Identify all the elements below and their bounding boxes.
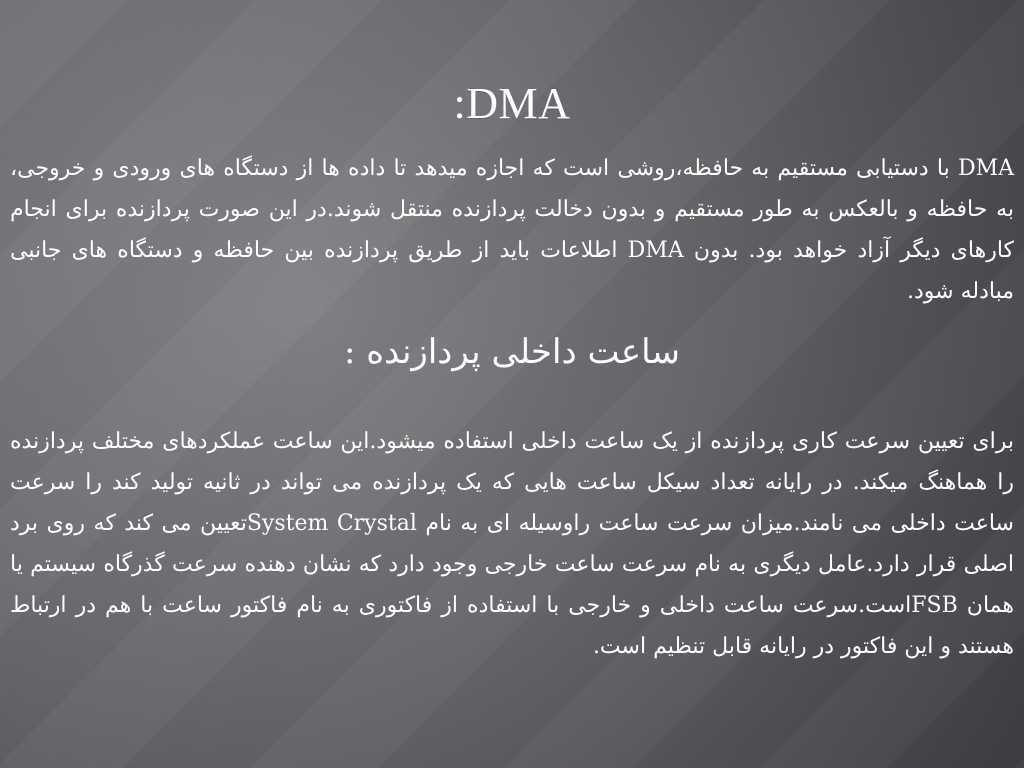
dma-paragraph: DMA با دستیابی مستقیم به حافظه،روشی است که اجازه میدهد تا داده ها از دستگاه های ورودی و خروجی، به حافظه و بالعکس به طور مستقیم و بدون دخالت پردازنده منتقل شوند.در این صورت پردازنده برای انجام کارهای دیگر آزاد خواهد بود. بدون DMA اطلاعات باید از طریق پردازنده بین حافظه و دستگاه های جانبی مبادله شود. [10, 156, 1014, 304]
section-subtitle: ساعت داخلی پردازنده : [344, 332, 680, 372]
slide-title: :DMA [453, 79, 571, 128]
clock-paragraph: برای تعیین سرعت کاری پردازنده از یک ساعت داخلی استفاده میشود.این ساعت عملکردهای مختلف پردازنده را هماهنگ میکند. در رایانه تعداد سیکل ساعت هایی که یک پردازنده می تواند در ثانیه تولید کند را سرعت ساعت داخلی می نامند.میزان سرعت ساعت راوسیله ای به نام System Crystalتعیین می کند که روی برد اصلی قرار دارد.عامل دیگری به نام سرعت ساعت خارجی وجود دارد که نشان دهنده سرعت گذرگاه سیستم یا همان FSBاست.سرعت ساعت داخلی و خارجی با استفاده از فاکتوری به نام فاکتور ساعت با هم در ارتباط هستند و این فاکتور در رایانه قابل تنظیم است. [10, 429, 1014, 659]
